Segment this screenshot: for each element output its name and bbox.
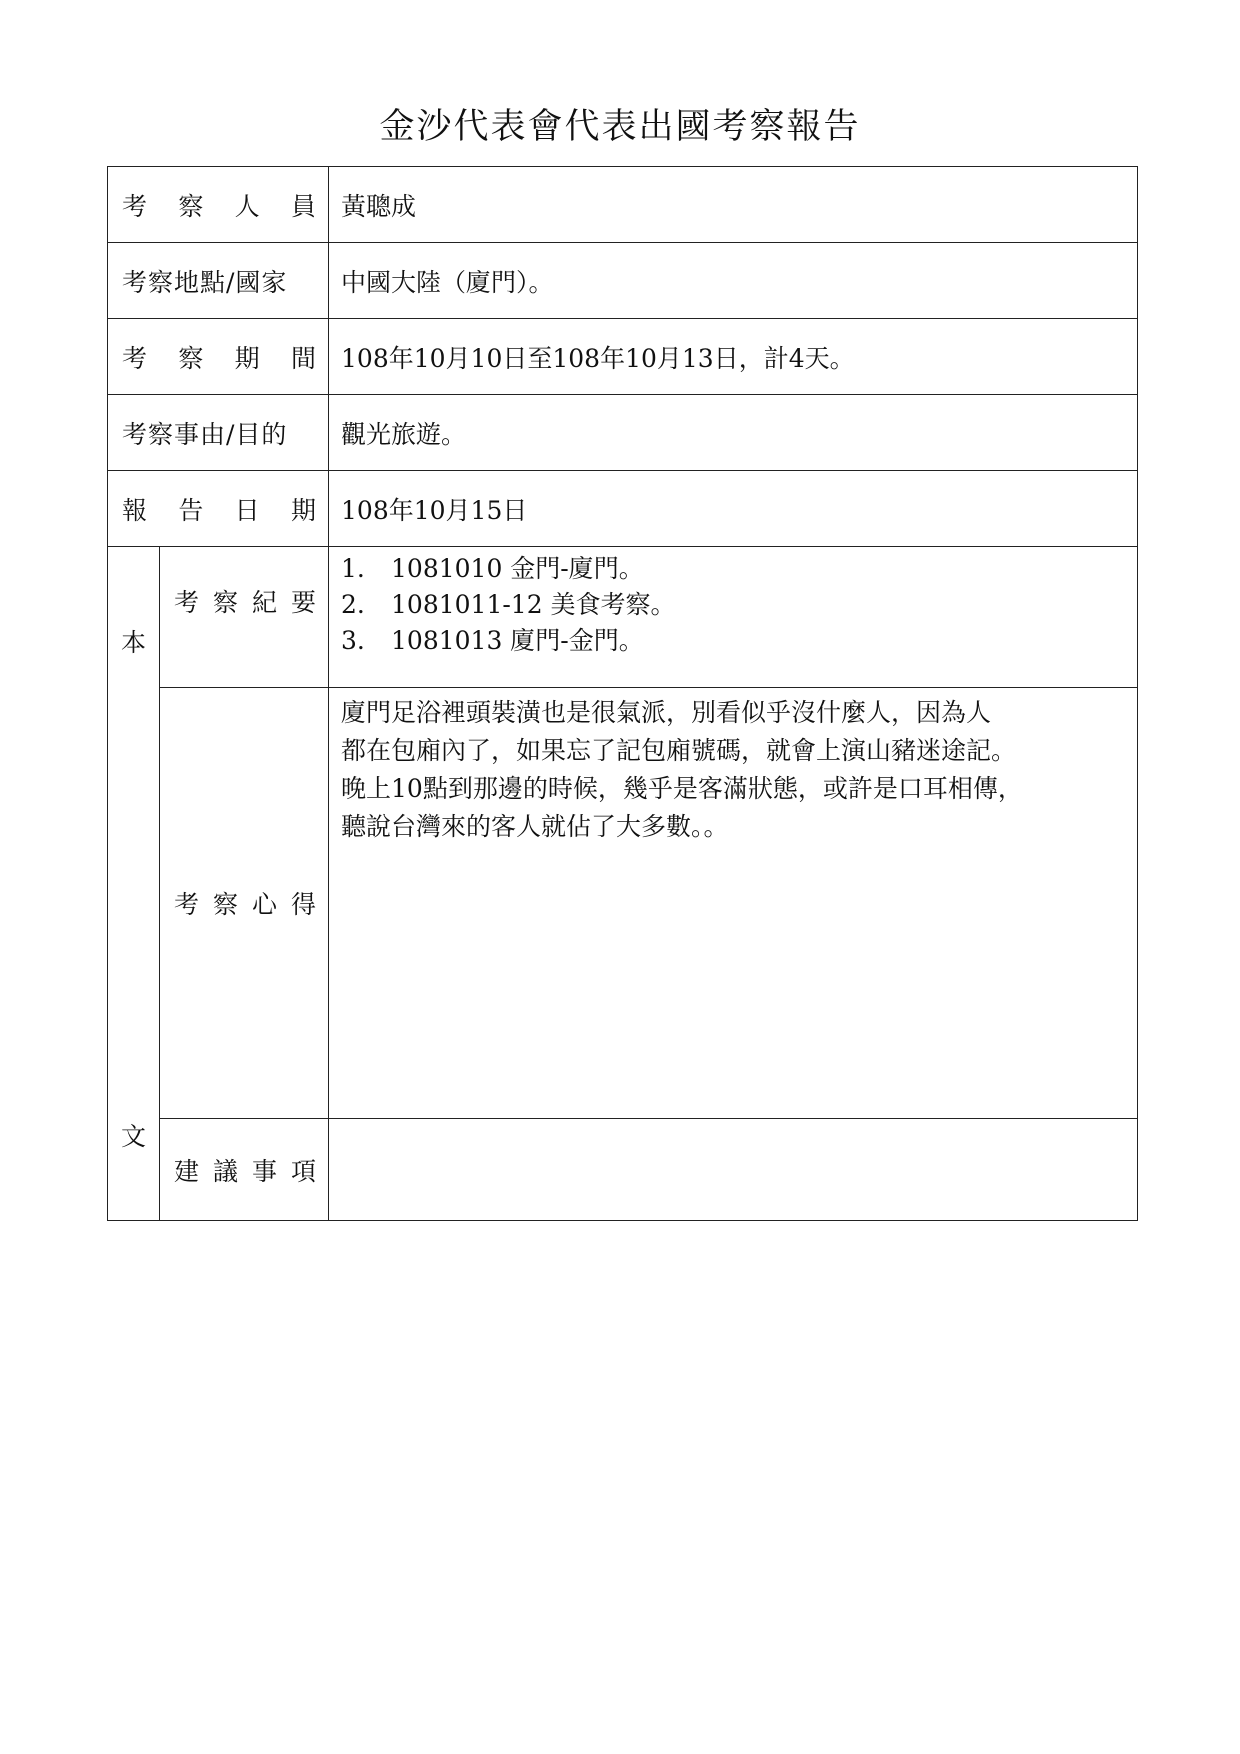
reflection-line: 廈門足浴裡頭裝潢也是很氣派，別看似乎沒什麼人，因為人 <box>341 698 992 727</box>
summary-list <box>329 547 1137 659</box>
reflection-label: 考察心得 <box>160 688 329 1119</box>
summary-label: 考察紀要 <box>160 547 329 688</box>
location-label: 考察地點/國家 <box>108 243 329 319</box>
side-label-bottom: 文 <box>120 1122 146 1151</box>
side-label-top: 本 <box>120 628 146 657</box>
reflection-line: 聽說台灣來的客人就佔了大多數。。 <box>341 812 729 841</box>
purpose-value: 觀光旅遊。 <box>329 395 1138 471</box>
row-suggestions <box>108 1119 1138 1221</box>
reflection-line: 晚上10點到那邊的時候，幾乎是客滿狀態，或許是口耳相傳， <box>341 774 1023 803</box>
report-date-value: 108年10月15日 <box>329 471 1138 547</box>
inspector-value: 黃聰成 <box>329 167 1138 243</box>
report-date-label: 報告日期 <box>108 471 329 547</box>
row-period <box>108 319 1138 395</box>
summary-item: 2. 1081011-12 美食考察。 <box>341 590 676 619</box>
row-location <box>108 243 1138 319</box>
inspector-label: 考察人員 <box>108 167 329 243</box>
suggestions-value <box>329 1119 1138 1221</box>
purpose-label: 考察事由/目的 <box>108 395 329 471</box>
row-inspector <box>108 167 1138 243</box>
row-purpose <box>108 395 1138 471</box>
suggestions-label: 建議事項 <box>160 1119 329 1221</box>
summary-item: 3. 1081013 廈門-金門。 <box>341 626 644 655</box>
period-label: 考察期間 <box>108 319 329 395</box>
summary-cell <box>329 547 1138 688</box>
period-value: 108年10月10日至108年10月13日，計4天。 <box>329 319 1138 395</box>
row-reflection <box>108 688 1138 1119</box>
page-title: 金沙代表會代表出國考察報告 <box>379 107 861 147</box>
row-summary <box>108 547 1138 688</box>
reflection-line: 都在包廂內了，如果忘了記包廂號碼，就會上演山豬迷途記。 <box>341 736 1017 765</box>
report-table <box>107 166 1138 1221</box>
summary-item: 1. 1081010 金門-廈門。 <box>341 554 644 583</box>
reflection-text <box>329 688 1138 1119</box>
row-report-date <box>108 471 1138 547</box>
location-value: 中國大陸（廈門）。 <box>329 243 1138 319</box>
body-side-label <box>108 547 160 1221</box>
